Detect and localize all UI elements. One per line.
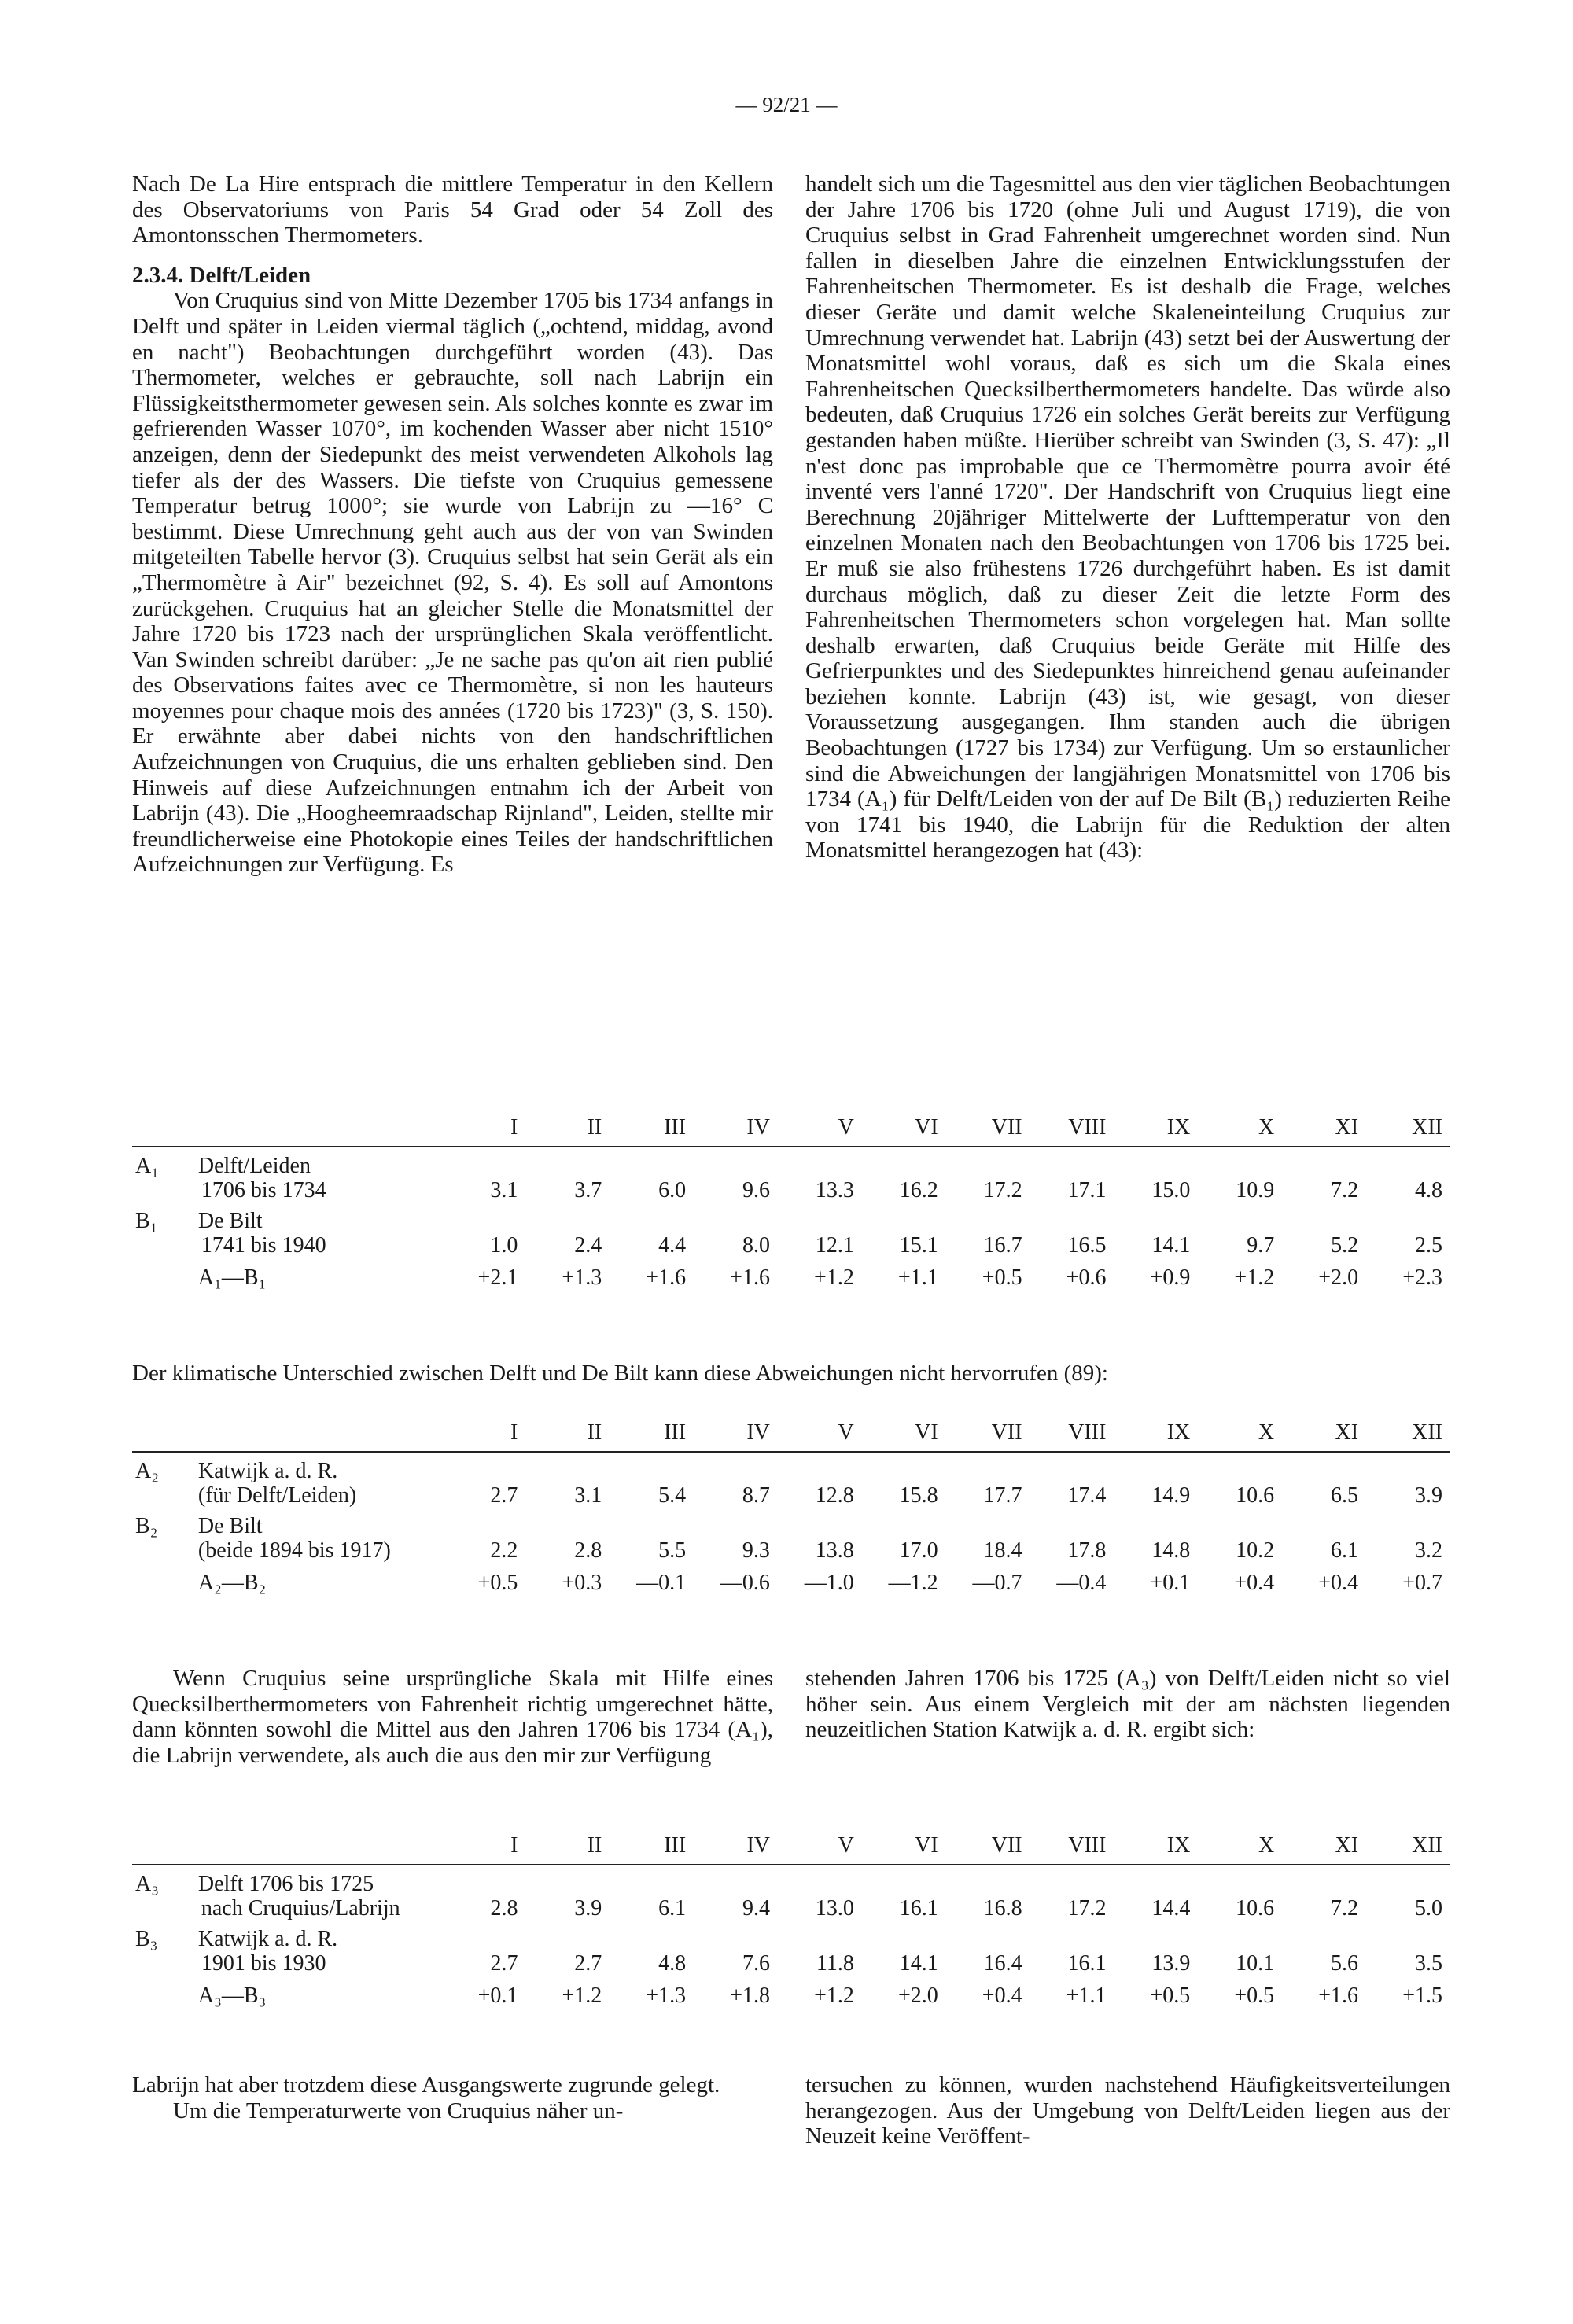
table-cell: 9.7	[1247, 1233, 1275, 1258]
month-header: VI	[862, 1416, 946, 1452]
table-cell: 14.1	[899, 1951, 938, 1976]
table-cell: 6.0	[658, 1178, 687, 1203]
month-header: II	[525, 1110, 610, 1147]
table-cell: 6.1	[1331, 1538, 1359, 1563]
month-header: II	[525, 1416, 610, 1452]
table-cell: +1.2	[562, 1983, 602, 2008]
table-cell: 7.2	[1331, 1178, 1359, 1203]
table-cell: 3.7	[574, 1178, 602, 1203]
table-cell: 6.1	[658, 1896, 687, 1921]
row-label: De Bilt (beide 1894 bis 1917)	[197, 1514, 391, 1563]
table-cell: +1.3	[562, 1265, 602, 1290]
table-cell: 14.1	[1151, 1233, 1191, 1258]
table-cell: 2.4	[574, 1233, 602, 1258]
table-cell: +0.1	[477, 1983, 518, 2008]
table-cell: 4.8	[1415, 1178, 1442, 1203]
table-cell: 8.0	[742, 1233, 770, 1258]
table-cell: 17.0	[899, 1538, 938, 1563]
table-cell: 15.8	[899, 1483, 938, 1508]
table-cell: —1.0	[804, 1571, 854, 1595]
table-cell: 15.0	[1151, 1178, 1191, 1203]
row-label: Katwijk a. d. R. (für Delft/Leiden)	[197, 1459, 357, 1508]
table-cell: +0.6	[1066, 1265, 1107, 1290]
table-cell: 17.1	[1067, 1178, 1107, 1203]
table-cell: +0.5	[982, 1265, 1022, 1290]
table-cell: 10.6	[1236, 1896, 1275, 1921]
table-cell: 2.7	[490, 1483, 518, 1508]
month-header: VIII	[1030, 1829, 1114, 1865]
table-cell: 2.2	[490, 1538, 518, 1563]
table-cell: 3.1	[574, 1483, 602, 1508]
table-row	[132, 1203, 1450, 1258]
row-code: B₂	[135, 1514, 158, 1538]
right-column-top	[805, 171, 1450, 864]
table-cell: +1.2	[814, 1983, 854, 2008]
month-header: I	[442, 1829, 526, 1865]
table-cell: 16.5	[1067, 1233, 1107, 1258]
table-header-row	[132, 1110, 1450, 1147]
paragraph: Labrijn hat aber trotzdem diese Ausgangswerte zugrunde gelegt.	[132, 2072, 720, 2097]
month-header: VIII	[1030, 1110, 1114, 1147]
paragraph: tersuchen zu können, wurden nachstehend Häufigkeitsverteilungen herangezogen. Aus der Umgebung von Delft/Leiden liegen aus der Neuzeit keine Veröffent-	[805, 2072, 1450, 2149]
table-row	[132, 1452, 1450, 1508]
diff-label: A₃—B₃	[197, 1983, 267, 2008]
table-cell: 17.7	[983, 1483, 1022, 1508]
month-header: XI	[1282, 1416, 1366, 1452]
table-cell: 3.5	[1415, 1951, 1442, 1976]
table-cell: +1.3	[646, 1983, 687, 2008]
month-header: IX	[1114, 1110, 1198, 1147]
month-header: II	[525, 1829, 610, 1865]
table-cell: +0.4	[1318, 1571, 1359, 1595]
month-header: V	[778, 1416, 862, 1452]
row-label: Delft/Leiden 1706 bis 1734	[197, 1154, 326, 1203]
table-cell: +0.5	[477, 1571, 518, 1595]
table-cell: 16.1	[1067, 1951, 1107, 1976]
table-cell: +0.9	[1150, 1265, 1191, 1290]
table-cell: 8.7	[742, 1483, 770, 1508]
table-cell: —0.4	[1056, 1571, 1107, 1595]
table-cell: +0.7	[1402, 1571, 1442, 1595]
table-cell: +0.4	[1234, 1571, 1275, 1595]
table-cell: +2.0	[1318, 1265, 1359, 1290]
table-cell: —0.6	[720, 1571, 770, 1595]
row-code: B₃	[135, 1927, 158, 1951]
month-header: VI	[862, 1110, 946, 1147]
left-column-bottom	[132, 2072, 773, 2123]
table-cell: 14.8	[1151, 1538, 1191, 1563]
table-cell: +1.1	[1066, 1983, 1107, 2008]
table-cell: 16.4	[983, 1951, 1022, 1976]
paragraph: Nach De La Hire entsprach die mittlere Temperatur in den Kellern des Observatoriums von Paris 54 Grad oder 54 Zoll des Amontonsschen Thermometers.	[132, 171, 773, 249]
month-header: IX	[1114, 1829, 1198, 1865]
row-code: A₂	[135, 1459, 159, 1483]
table-cell: +2.0	[897, 1983, 938, 2008]
table-cell: 2.8	[574, 1538, 602, 1563]
month-header: XII	[1366, 1829, 1450, 1865]
table-cell: 3.9	[574, 1896, 602, 1921]
table-cell: 5.4	[658, 1483, 687, 1508]
table-cell: 15.1	[899, 1233, 938, 1258]
month-header: III	[610, 1829, 694, 1865]
month-header: IV	[694, 1829, 778, 1865]
month-header: XI	[1282, 1110, 1366, 1147]
table-cell: 5.5	[658, 1538, 687, 1563]
month-header: XI	[1282, 1829, 1366, 1865]
table-row	[132, 1865, 1450, 1921]
table-cell: —1.2	[888, 1571, 938, 1595]
right-column-middle	[805, 1666, 1450, 1743]
paragraph: Von Cruquius sind von Mitte Dezember 1705 bis 1734 anfangs in Delft und später in Leiden viermal täglich („ochtend, middag, avond en nacht") Beobachtungen durchgeführt worden (43). Das Thermometer, welches er gebrauchte, soll nach Labrijn ein Flüssigkeitsthermometer gewesen sein. Als solches konnte es zwar im gefrierenden Wasser 1070°, im kochenden Wasser aber nicht 1510° anzeigen, denn der Siedepunkt des meist verwendeten Alkohols lag tiefer als der des Wassers. Die tiefste von Cruquius gemessene Temperatur betrug 1000°; sie wurde von Labrijn zu —16° C bestimmt. Diese Umrechnung geht auch aus der von van Swinden mitgeteilten Tabelle hervor (3). Cruquius selbst hat sein Gerät als ein „Thermomètre à Air" bezeichnet (92, S. 4). Es soll auf Amontons zurückgehen. Cruquius hat an gleicher Stelle die Monatsmittel der Jahre 1720 bis 1723 nach der ursprünglichen Skala veröffentlicht. Van Swinden schreibt darüber: „Je ne sache pas qu'on ait rien publié des Observations faites avec ce Thermomètre, si non les hauteurs moyennes pour chaque mois des années (1720 bis 1723)" (3, S. 150). Er erwähnte aber dabei nichts von den handschriftlichen Aufzeichnungen von Cruquius, die uns erhalten geblieben sind. Den Hinweis auf diese Aufzeichnungen entnahm ich der Arbeit von Labrijn (43). Die „Hoogheemraadschap Rijnland", Leiden, stellte mir freundlicherweise eine Photokopie eines Teiles der handschriftlichen Aufzeichnungen zur Verfügung. Es	[132, 288, 773, 878]
month-header: V	[778, 1110, 862, 1147]
table-cell: 10.6	[1236, 1483, 1275, 1508]
table-cell: 13.8	[815, 1538, 854, 1563]
paragraph: Wenn Cruquius seine ursprüngliche Skala mit Hilfe eines Quecksilberthermometers von Fahrenheit richtig umgerechnet hätte, dann könnten sowohl die Mittel aus den Jahren 1706 bis 1734 (A₁), die Labrijn verwendete, als auch die aus den mir zur Verfügung	[132, 1666, 773, 1768]
table-cell: +0.5	[1150, 1983, 1191, 2008]
month-header: X	[1198, 1110, 1282, 1147]
table-3	[132, 1829, 1450, 2013]
table-cell: 13.0	[815, 1896, 854, 1921]
diff-label: A₁—B₁	[197, 1265, 267, 1290]
month-header: VI	[862, 1829, 946, 1865]
table-row	[132, 1508, 1450, 1563]
table-cell: 3.1	[490, 1178, 518, 1203]
table-cell: 4.8	[658, 1951, 687, 1976]
table-cell: +1.1	[897, 1265, 938, 1290]
row-label: Katwijk a. d. R. 1901 bis 1930	[197, 1927, 338, 1976]
section-heading: 2.3.4. Delft/Leiden	[132, 262, 311, 288]
left-column-middle	[132, 1666, 773, 1768]
table-cell: 17.2	[1067, 1896, 1107, 1921]
table-cell: 2.7	[490, 1951, 518, 1976]
row-label: De Bilt 1741 bis 1940	[197, 1209, 326, 1258]
table-cell: —0.7	[972, 1571, 1022, 1595]
table-cell: 10.2	[1236, 1538, 1275, 1563]
table-cell: 17.2	[983, 1178, 1022, 1203]
left-column-top	[132, 171, 773, 878]
table-diff-row	[132, 1563, 1450, 1600]
table-cell: 5.6	[1331, 1951, 1359, 1976]
month-header: X	[1198, 1416, 1282, 1452]
table-cell: 9.3	[742, 1538, 770, 1563]
caption: Der klimatische Unterschied zwischen Delft und De Bilt kann diese Abweichungen nicht hervorrufen (89):	[132, 1361, 1108, 1386]
row-code: A₃	[135, 1872, 159, 1896]
month-header: XII	[1366, 1416, 1450, 1452]
table-cell: 5.2	[1331, 1233, 1359, 1258]
table-cell: 16.8	[983, 1896, 1022, 1921]
month-header: IV	[694, 1110, 778, 1147]
paragraph: handelt sich um die Tagesmittel aus den vier täglichen Beobachtungen der Jahre 1706 bis 1720 (ohne Juli und August 1719), die von Cruquius selbst in Grad Fahrenheit umgerechnet worden sind. Nun fallen in dieselben Jahre die einzelnen Entwicklungsstufen der Fahrenheitschen Thermometer. Es ist deshalb die Frage, welches dieser Geräte und damit welche Skaleneinteilung Cruquius zur Umrechnung verwendet hat. Labrijn (43) setzt bei der Auswertung der Monatsmittel wohl voraus, daß es sich um die Skala eines Fahrenheitschen Quecksilberthermometers handelte. Das würde also bedeuten, daß Cruquius 1726 ein solches Gerät bereits zur Verfügung gestanden haben müßte. Hierüber schreibt van Swinden (3, S. 47): „Il n'est donc pas improbable que ce Thermomètre pourra avoir été inventé vers l'anné 1720". Der Handschrift von Cruquius liegt eine Berechnung 20jähriger Mittelwerte der Lufttemperatur von den einzelnen Monaten nach den Beobachtungen von 1706 bis 1725 bei. Er muß sie also frühestens 1726 durchgeführt haben. Es ist damit durchaus möglich, daß zu dieser Zeit die letzte Form des Fahrenheitschen Thermometers schon vorgelegen hat. Man sollte deshalb erwarten, daß Cruquius beide Geräte mit Hilfe des Gefrierpunktes und des Siedepunktes hinreichend genau aufeinander beziehen konnte. Labrijn (43) ist, wie gesagt, von dieser Voraussetzung ausgegangen. Ihm standen auch die übrigen Beobachtungen (1727 bis 1734) zur Verfügung. Um so erstaunlicher sind die Abweichungen der langjährigen Monatsmittel von 1706 bis 1734 (A₁) für Delft/Leiden von der auf De Bilt (B₁) reduzierten Reihe von 1741 bis 1940, die Labrijn für die Reduktion der alten Monatsmittel herangezogen hat (43):	[805, 171, 1450, 864]
table-cell: 2.8	[490, 1896, 518, 1921]
table-cell: 9.4	[742, 1896, 771, 1921]
paragraph: stehenden Jahren 1706 bis 1725 (A₃) von Delft/Leiden nicht so viel höher sein. Aus einem Vergleich mit der am nächsten liegenden neuzeitlichen Station Katwijk a. d. R. ergibt sich:	[805, 1666, 1450, 1743]
month-header: V	[778, 1829, 862, 1865]
table-cell: +2.1	[477, 1265, 518, 1290]
table-header-row	[132, 1829, 1450, 1865]
month-header: I	[441, 1110, 525, 1147]
month-header: VII	[946, 1110, 1030, 1147]
month-header: IX	[1114, 1416, 1198, 1452]
month-header: VIII	[1030, 1416, 1114, 1452]
month-header: VII	[946, 1416, 1030, 1452]
table-diff-row	[132, 1976, 1450, 2013]
row-code: B₁	[135, 1209, 158, 1233]
paragraph: Um die Temperaturwerte von Cruquius näher un-	[173, 2097, 624, 2123]
table-cell: 3.2	[1415, 1538, 1442, 1563]
table-cell: 2.5	[1415, 1233, 1442, 1258]
month-header: I	[442, 1416, 526, 1452]
table-cell: 7.6	[742, 1951, 771, 1976]
table-1	[132, 1110, 1450, 1295]
table-cell: 10.9	[1236, 1178, 1275, 1203]
table-row	[132, 1921, 1450, 1976]
table-cell: 7.2	[1331, 1896, 1359, 1921]
table-cell: 13.9	[1151, 1951, 1191, 1976]
table-cell: 11.8	[816, 1951, 854, 1976]
table-cell: 6.5	[1331, 1483, 1359, 1508]
row-code: A₁	[135, 1154, 159, 1178]
month-header: XII	[1366, 1110, 1450, 1147]
table-cell: +1.6	[646, 1265, 687, 1290]
table-cell: 3.9	[1415, 1483, 1442, 1508]
right-column-bottom	[805, 2072, 1450, 2149]
table-cell: +0.4	[982, 1983, 1022, 2008]
table-cell: +1.2	[814, 1265, 854, 1290]
table-cell: +0.5	[1234, 1983, 1275, 2008]
table-cell: +1.6	[1318, 1983, 1359, 2008]
month-header: IV	[694, 1416, 778, 1452]
diff-label: A₂—B₂	[197, 1571, 267, 1595]
month-header: VII	[946, 1829, 1030, 1865]
table-cell: +0.3	[562, 1571, 602, 1595]
table-cell: 14.9	[1151, 1483, 1191, 1508]
table-cell: 10.1	[1236, 1951, 1275, 1976]
table-cell: +1.5	[1402, 1983, 1442, 2008]
table-cell: 9.6	[742, 1178, 770, 1203]
month-header: X	[1198, 1829, 1282, 1865]
table-cell: +0.1	[1150, 1571, 1191, 1595]
table-cell: +1.6	[730, 1265, 770, 1290]
table-cell: 16.2	[899, 1178, 938, 1203]
table-cell: 16.7	[983, 1233, 1022, 1258]
table-cell: 1.0	[490, 1233, 518, 1258]
table-cell: 16.1	[899, 1896, 938, 1921]
table-cell: 4.4	[658, 1233, 687, 1258]
table-cell: —0.1	[636, 1571, 687, 1595]
table-cell: +2.3	[1402, 1265, 1442, 1290]
table-diff-row	[132, 1258, 1450, 1295]
table-cell: 12.1	[815, 1233, 854, 1258]
table-cell: 13.3	[815, 1178, 854, 1203]
page-number: — 92/21 —	[735, 93, 838, 116]
table-2	[132, 1416, 1450, 1600]
month-header: III	[610, 1110, 694, 1147]
table-cell: 5.0	[1415, 1896, 1442, 1921]
table-header-row	[132, 1416, 1450, 1452]
table-cell: +1.2	[1234, 1265, 1275, 1290]
table-row	[132, 1147, 1450, 1203]
table-cell: 12.8	[815, 1483, 854, 1508]
month-header: III	[610, 1416, 694, 1452]
row-label: Delft 1706 bis 1725 nach Cruquius/Labrijn	[197, 1872, 400, 1921]
table-cell: 2.7	[574, 1951, 602, 1976]
table-cell: +1.8	[730, 1983, 771, 2008]
table-cell: 18.4	[983, 1538, 1022, 1563]
table-cell: 14.4	[1151, 1896, 1191, 1921]
table-cell: 17.8	[1067, 1538, 1107, 1563]
table-cell: 17.4	[1067, 1483, 1107, 1508]
